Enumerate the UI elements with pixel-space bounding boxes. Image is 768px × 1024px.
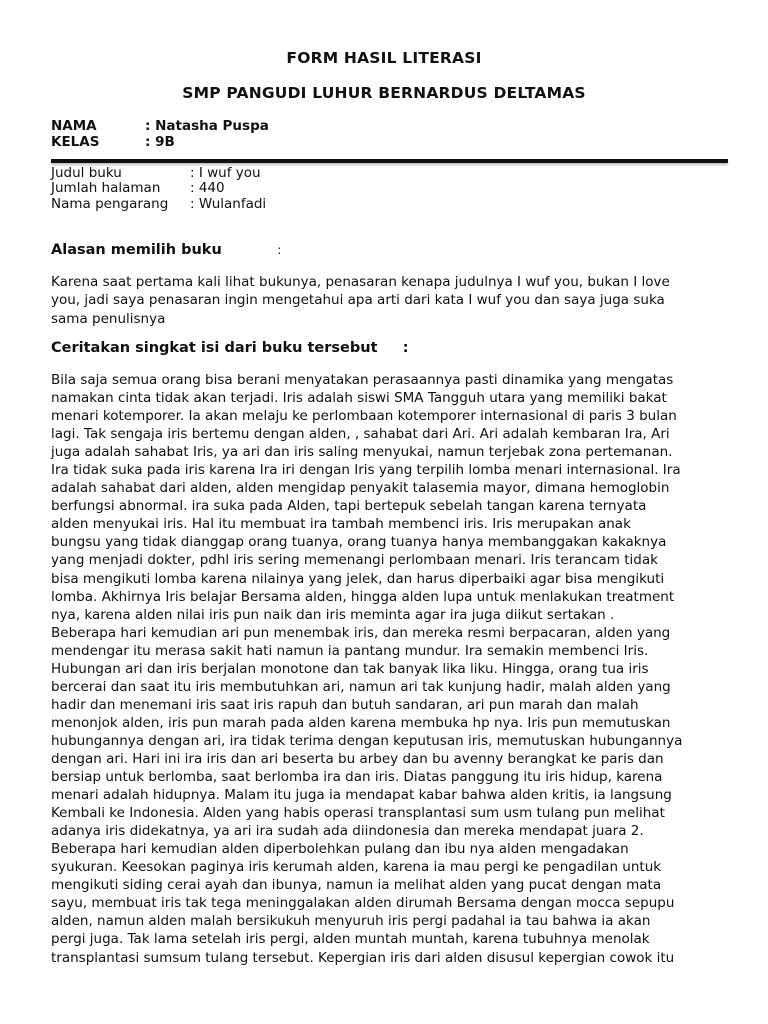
reason-line: sama penulisnya xyxy=(51,310,166,327)
summary-line: menari adalah hidupnya. Malam itu juga ia mendapat kabar bahwa alden kritis, ia langsung xyxy=(51,787,672,804)
summary-heading-row xyxy=(51,340,409,356)
summary-line: menonjok alden, iris pun marah pada alden karena membuka hp nya. Iris pun memutuskan xyxy=(51,714,671,731)
reason-heading: Alasan memilih buku xyxy=(51,242,222,258)
book-author-row xyxy=(51,196,266,212)
summary-line: nya, karena alden nilai iris pun naik dan iris meminta agar ira juga diikut sertakan . xyxy=(51,606,615,623)
summary-line: alden, namun alden malah bersikukuh menyuruh iris pergi padahal ia tau bahwa ia akan xyxy=(51,913,651,930)
summary-line: bisa mengikuti lomba karena nilainya yang jelek, dan harus diperbaiki agar bisa mengikuti xyxy=(51,570,665,587)
class-label: KELAS xyxy=(51,134,100,150)
form-title: FORM HASIL LITERASI xyxy=(286,49,482,67)
summary-heading: Ceritakan singkat isi dari buku tersebut xyxy=(51,340,378,356)
summary-line: pergi juga. Tak lama setelah iris pergi, alden muntah muntah, karena tubuhnya menolak xyxy=(51,931,650,948)
summary-line: alden menyukai iris. Hal itu membuat ira tambah membenci iris. Iris merupakan anak xyxy=(51,516,631,533)
book-title-label: Judul buku xyxy=(51,165,122,181)
class-value: : 9B xyxy=(145,134,175,150)
reason-paragraph xyxy=(51,273,721,328)
reason-heading-row xyxy=(51,242,281,258)
summary-line: Ira tidak suka pada iris karena Ira iri dengan Iris yang terpilih lomba menari internasional. Ira xyxy=(51,462,681,479)
summary-line: bercerai dan saat itu iris membutuhkan ari, namun ari tak kunjung hadir, malah alden yang xyxy=(51,678,671,695)
summary-line: bungsu yang tidak dianggap orang tuanya, orang tuanya hanya membanggakan kakaknya xyxy=(51,534,667,551)
summary-line: Kembali ke Indonesia. Alden yang habis operasi transplantasi sum usm tulang pun melihat xyxy=(51,805,665,822)
summary-line: adanya iris didekatnya, ya ari ira sudah ada diindonesia dan mereka mendapat juara 2. xyxy=(51,823,644,840)
summary-line: mengikuti siding cerai ayah dan ibunya, namun ia melihat alden yang pucat dengan mata xyxy=(51,877,662,894)
summary-line: lagi. Tak sengaja iris bertemu dengan alden, , sahabat dari Ari. Ari adalah kembaran Ira, Ari xyxy=(51,426,670,443)
header-divider xyxy=(51,159,728,163)
school-name: SMP PANGUDI LUHUR BERNARDUS DELTAMAS xyxy=(182,84,586,102)
summary-line: hadir dan menemani iris saat iris rapuh dan butuh sandaran, ari pun marah dan malah xyxy=(51,696,639,713)
summary-line: Beberapa hari kemudian ari pun menembak iris, dan mereka resmi berpacaran, alden yang xyxy=(51,624,671,641)
summary-line: transplantasi sumsum tulang tersebut. Kepergian iris dari alden disusul kepergian cowok itu xyxy=(51,949,675,966)
summary-line: hubungannya dengan ari, ira tidak terima dengan keputusan iris, memutuskan hubungannya xyxy=(51,732,683,749)
name-value: : Natasha Puspa xyxy=(145,118,269,134)
summary-line: bersiap untuk berlomba, saat berlomba ira dan iris. Diatas panggung itu iris hidup, karena xyxy=(51,769,663,786)
summary-line: Hubungan ari dan iris berjalan monotone dan tak banyak lika liku. Hingga, orang tua iris xyxy=(51,660,649,677)
book-title-row xyxy=(51,165,261,181)
summary-line: yang menjadi dokter, pdhl iris sering memenangi perlombaan menari. Iris terancam tidak xyxy=(51,552,658,569)
summary-line: mendengar itu merasa sakit hati namun ia pantang mundur. Ira semakin membenci Iris. xyxy=(51,642,649,659)
summary-line: syukuran. Keesokan paginya iris kerumah alden, karena ia mau pergi ke pengadilan untuk xyxy=(51,859,662,876)
book-pages-label: Jumlah halaman xyxy=(51,180,161,196)
summary-line: Beberapa hari kemudian alden diperbolehkan pulang dan ibu nya alden mengadakan xyxy=(51,841,629,858)
book-title-value: : I wuf you xyxy=(190,165,261,181)
reason-line: you, jadi saya penasaran ingin mengetahui apa arti dari kata I wuf you dan saya juga suka xyxy=(51,292,665,309)
summary-line: dengan ari. Hari ini ira iris dan ari beserta bu arbey dan bu avenny berangkat ke paris dan xyxy=(51,750,664,767)
summary-line: lomba. Akhirnya Iris belajar Bersama alden, hingga alden lupa untuk menlakukan treatment xyxy=(51,588,675,605)
book-pages-value: : 440 xyxy=(190,180,225,196)
summary-line: sayu, membuat iris tak tega meninggalakan alden dirumah Bersama dengan mocca sepupu xyxy=(51,895,675,912)
summary-line: menari kotemporer. Ia akan melaju ke perlombaan kotemporer internasional di paris 3 bulan xyxy=(51,408,677,425)
summary-paragraph xyxy=(51,371,721,967)
summary-line: Bila saja semua orang bisa berani menyatakan perasaannya pasti dinamika yang mengatas xyxy=(51,372,674,388)
summary-line: namakan cinta tidak akan terjadi. Iris adalah siswi SMA Tangguh utara yang memiliki bakat xyxy=(51,390,667,407)
book-author-label: Nama pengarang xyxy=(51,196,169,212)
student-class-row xyxy=(51,134,175,150)
book-author-value: : Wulanfadi xyxy=(190,196,267,212)
reason-heading-colon: : xyxy=(277,243,282,257)
book-pages-row xyxy=(51,180,225,196)
summary-line: juga adalah sahabat Iris, ya ari dan iris saling menyukai, namun terjebak zona pertemanan. xyxy=(51,444,673,461)
name-label: NAMA xyxy=(51,118,97,134)
summary-heading-colon: : xyxy=(402,340,409,356)
summary-line: adalah sahabat dari alden, alden mengidap penyakit talasemia mayor, dimana hemoglobin xyxy=(51,480,670,497)
reason-line: Karena saat pertama kali lihat bukunya, penasaran kenapa judulnya I wuf you, bukan I love xyxy=(51,274,670,290)
student-name-row xyxy=(51,118,269,134)
summary-line: berfungsi abnormal. ira suka pada Alden, tapi bertepuk sebelah tangan karena ternyata xyxy=(51,498,647,515)
